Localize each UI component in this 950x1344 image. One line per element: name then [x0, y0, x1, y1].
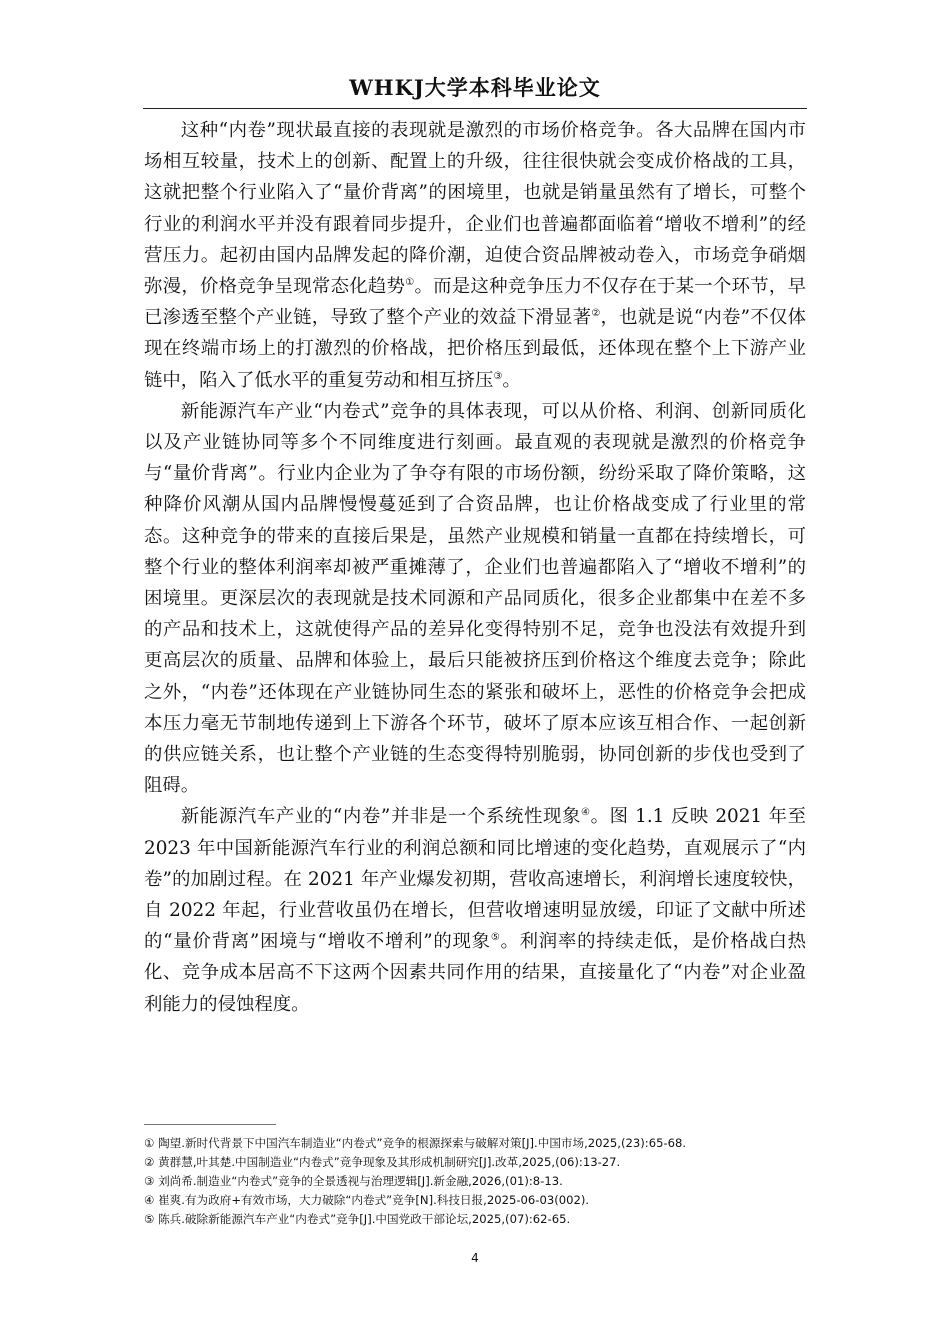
body-text [144, 115, 806, 1020]
paragraph-2: 新能源汽车产业“内卷式”竞争的具体表现，可以从价格、利润、创新同质化以及产业链协同等多个不同维度进行刻画。最直观的表现就是激烈的价格竞争与“量价背离”。行业内企业为了争夺有限的市场份额，纷纷采取了降价策略，这种降价风潮从国内品牌慢慢蔓延到了合资品牌，也让价格战变成了行业里的常态。这种竞争的带来的直接后果是，虽然产业规模和销量一直都在持续增长，可整个行业的整体利润率却被严重摊薄了，企业们也普遍都陷入了“增收不增利”的困境里。更深层次的表现就是技术同源和产品同质化，很多企业都集中在差不多的产品和技术上，这就使得产品的差异化变得特别不足，竞争也没法有效提升到更高层次的质量、品牌和体验上，最后只能被挤压到价格这个维度去竞争；除此之外，“内卷”还体现在产业链协同生态的紧张和破坏上，恶性的价格竞争会把成本压力毫无节制地传递到上下游各个环节，破坏了原本应该互相合作、一起创新的供应链关系，也让整个产业链的生态变得特别脆弱，协同创新的步伐也受到了阻碍。 [144, 400, 806, 797]
footnote-ref-1[interactable]: ① [405, 276, 415, 288]
footnote-ref-2[interactable]: ② [591, 308, 601, 320]
footnote-ref-4[interactable]: ④ [581, 807, 591, 819]
header-rule [143, 108, 807, 109]
paragraph-1: 这种“内卷”现状最直接的表现就是激烈的市场价格竞争。各大品牌在国内市场相互较量，技术上的创新、配置上的升级，往往很快就会变成价格战的工具，这就把整个行业陷入了“量价背离”的困境里，也就是销量虽然有了增长，可整个行业的利润水平并没有跟着同步提升，企业们也普遍都面临着“增收不增利”的经营压力。起初由国内品牌发起的降价潮，迫使合资品牌被动卷入，市场竞争硝烟弥漫，价格竞争呈现常态化趋势①。而是这种竞争压力不仅存在于某一个环节，早已渗透至整个产业链，导致了整个产业的效益下滑显著②，也就是说“内卷”不仅体现在终端市场上的打激烈的价格战，把价格压到最低，还体现在整个上下游产业链中，陷入了低水平的重复劳动和相互挤压③。 [144, 120, 806, 391]
paragraph-3: 新能源汽车产业的“内卷”并非是一个系统性现象④。图 1.1 反映 2021 年至 2023 年中国新能源汽车行业的利润总额和同比增速的变化趋势，直观展示了“内卷”的加剧过程。在 2021 年产业爆发初期，营收高速增长，利润增长速度较快，自 2022 年起，行业营收虽仍在增长，但营收增速明显放缓，印证了文献中所述的“量价背离”困境与“增收不增利”的现象⑤。利润率的持续走低，是价格战白热化、竞争成本居高不下这两个因素共同作用的结果，直接量化了“内卷”对企业盈利能力的侵蚀程度。 [144, 806, 806, 1015]
footnote-ref-3[interactable]: ③ [493, 370, 503, 382]
footnotes [144, 1134, 824, 1229]
footnote-4: ④ 崔爽.有为政府+有效市场，大力破除“内卷式”竞争[N].科技日报,2025-06-03(002). [144, 1193, 590, 1207]
footnote-1: ① 陶望.新时代背景下中国汽车制造业“内卷式”竞争的根源探索与破解对策[J].中国市场,2025,(23):65-68. [144, 1136, 687, 1150]
footnote-5: ⑤ 陈兵.破除新能源汽车产业“内卷式”竞争[J].中国党政干部论坛,2025,(07):62-65. [144, 1212, 571, 1226]
footnote-ref-5[interactable]: ⑤ [490, 932, 501, 944]
footnote-2: ② 黄群慧,叶其楚.中国制造业“内卷式”竞争现象及其形成机制研究[J].改革,2025,(06):13-27. [144, 1155, 621, 1169]
page-number: 4 [471, 1251, 479, 1265]
footnote-3: ③ 刘尚希.制造业“内卷式”竞争的全景透视与治理逻辑[J].新金融,2026,(01):8-13. [144, 1174, 563, 1188]
running-header-title: WHKJ大学本科毕业论文 [349, 75, 601, 100]
footnote-separator [144, 1124, 276, 1125]
